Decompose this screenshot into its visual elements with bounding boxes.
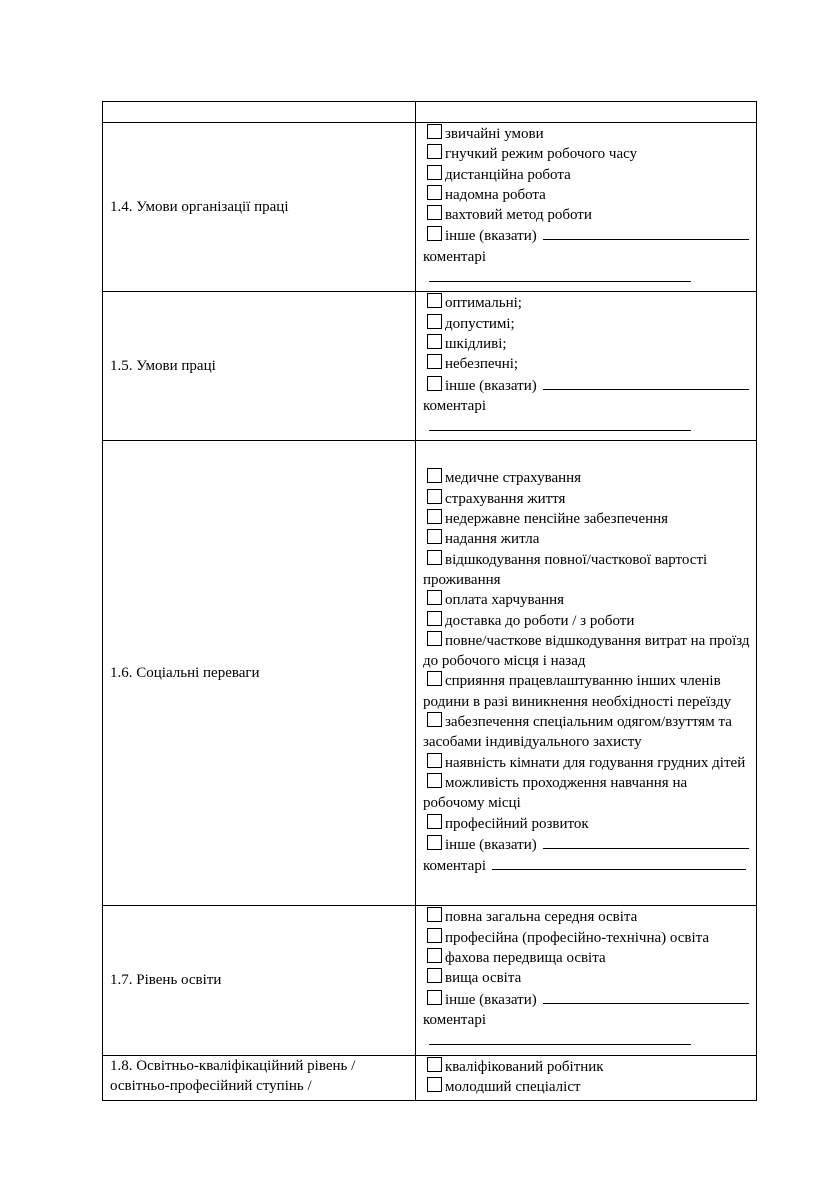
option-row[interactable] (423, 205, 750, 225)
option-row[interactable] (423, 773, 750, 814)
option-label: гнучкий режим робочого часу (445, 146, 638, 163)
checkbox[interactable] (427, 590, 442, 605)
option-row[interactable] (423, 334, 750, 354)
checkbox[interactable] (427, 293, 442, 308)
checkbox[interactable] (427, 611, 442, 626)
checkbox[interactable] (427, 334, 442, 349)
checkbox[interactable] (427, 185, 442, 200)
checkbox[interactable] (427, 550, 442, 565)
fill-in-line[interactable] (543, 375, 749, 390)
section-label: 1.7. Рівень освіти (103, 906, 416, 1055)
option-row[interactable] (423, 753, 750, 773)
checkbox[interactable] (427, 509, 442, 524)
options-cell (416, 1055, 757, 1101)
section-row-work-organization (103, 123, 757, 292)
option-label: шкідливі; (445, 335, 507, 352)
options-cell (416, 292, 757, 441)
option-label: вахтовий метод роботи (445, 207, 592, 224)
option-row[interactable] (423, 314, 750, 334)
checkbox[interactable] (427, 489, 442, 504)
option-row[interactable] (423, 550, 750, 591)
option-label: інше (вказати) (445, 991, 537, 1008)
option-label: дистанційна робота (445, 166, 571, 183)
section-row-education-level (103, 906, 757, 1055)
options-cell (416, 906, 757, 1055)
option-label: повне/часткове відшкодування витрат на проїзд до робочого місця і назад (423, 632, 750, 670)
checkbox[interactable] (427, 671, 442, 686)
option-label: небезпечні; (445, 356, 519, 373)
option-label: інше (вказати) (445, 836, 537, 853)
section-row-qualification-level (103, 1055, 757, 1101)
option-label: оплата харчування (445, 592, 565, 609)
checkbox[interactable] (427, 907, 442, 922)
option-row-other[interactable] (423, 375, 750, 396)
option-label: медичне страхування (445, 470, 582, 487)
fill-in-line[interactable] (543, 989, 749, 1004)
option-label: відшкодування повної/часткової вартості проживання (423, 551, 708, 588)
option-row[interactable] (423, 293, 750, 313)
questionnaire-table (102, 101, 757, 1101)
checkbox[interactable] (427, 144, 442, 159)
option-row[interactable] (423, 1077, 750, 1097)
option-label: повна загальна середня освіта (445, 909, 638, 926)
option-row[interactable] (423, 468, 750, 488)
header-cell-left (103, 102, 416, 123)
option-label: звичайні умови (445, 126, 544, 142)
option-row[interactable] (423, 907, 750, 927)
option-row[interactable] (423, 928, 750, 948)
fill-in-line[interactable] (543, 225, 749, 240)
option-label: вища освіта (445, 970, 522, 987)
comment-label: коментарі (423, 248, 486, 265)
option-label: доставка до роботи / з роботи (445, 612, 635, 629)
option-row[interactable] (423, 1057, 750, 1077)
comment-row[interactable] (423, 396, 750, 438)
option-row-other[interactable] (423, 834, 750, 855)
option-row[interactable] (423, 144, 750, 164)
option-row[interactable] (423, 590, 750, 610)
checkbox[interactable] (427, 712, 442, 727)
section-label: 1.5. Умови праці (103, 292, 416, 441)
option-row[interactable] (423, 671, 750, 712)
comment-label: коментарі (423, 1011, 486, 1028)
option-label: допустимі; (445, 315, 515, 332)
comment-line[interactable] (429, 267, 691, 282)
option-label: інше (вказати) (445, 228, 537, 245)
option-label: можливість проходження навчання на робочому місці (423, 774, 688, 812)
comment-row[interactable] (423, 247, 750, 289)
comment-row[interactable] (423, 855, 750, 876)
checkbox[interactable] (427, 529, 442, 544)
checkbox[interactable] (427, 631, 442, 646)
section-row-work-conditions (103, 292, 757, 441)
checkbox[interactable] (427, 928, 442, 943)
comment-label: коментарі (423, 858, 486, 875)
comment-line[interactable] (429, 1030, 691, 1045)
header-cell-right (416, 102, 757, 123)
option-label: наявність кімнати для годування грудних дітей (445, 754, 746, 771)
option-label: оптимальні; (445, 295, 522, 312)
comment-line[interactable] (492, 855, 746, 870)
checkbox[interactable] (427, 226, 442, 241)
checkbox[interactable] (427, 773, 442, 788)
comment-label: коментарі (423, 397, 486, 414)
option-row-other[interactable] (423, 225, 750, 246)
checkbox[interactable] (427, 948, 442, 963)
checkbox[interactable] (427, 124, 442, 139)
option-row[interactable] (423, 712, 750, 753)
option-row[interactable] (423, 509, 750, 529)
checkbox[interactable] (427, 753, 442, 768)
option-row[interactable] (423, 529, 750, 549)
option-row[interactable] (423, 948, 750, 968)
option-label: надання житла (445, 531, 540, 548)
fill-in-line[interactable] (543, 834, 749, 849)
checkbox[interactable] (427, 314, 442, 329)
section-label: 1.6. Соціальні переваги (103, 441, 416, 906)
option-label: кваліфікований робітник (445, 1058, 604, 1075)
checkbox[interactable] (427, 968, 442, 983)
comment-line[interactable] (429, 416, 691, 431)
option-label: фахова передвища освіта (445, 950, 606, 967)
option-label: професійний розвиток (445, 815, 589, 832)
option-row[interactable] (423, 354, 750, 374)
option-row[interactable] (423, 814, 750, 834)
option-row[interactable] (423, 165, 750, 185)
option-row[interactable] (423, 124, 750, 144)
option-row[interactable] (423, 631, 750, 672)
checkbox[interactable] (427, 1057, 442, 1072)
header-row (103, 102, 757, 123)
checkbox[interactable] (427, 165, 442, 180)
option-row-other[interactable] (423, 989, 750, 1010)
option-row[interactable] (423, 968, 750, 988)
option-label: недержавне пенсійне забезпечення (445, 511, 669, 528)
option-label: молодший спеціаліст (445, 1078, 581, 1095)
section-label: 1.4. Умови організації праці (103, 123, 416, 292)
option-label: сприяння працевлаштуванню інших членів родини в разі виникнення необхідності переїзду (423, 673, 732, 710)
option-label: забезпечення спеціальним одягом/взуттям та засобами індивідуального захисту (423, 714, 732, 751)
checkbox[interactable] (427, 376, 442, 391)
checkbox[interactable] (427, 990, 442, 1005)
option-label: надомна робота (445, 186, 546, 203)
section-row-social-benefits (103, 441, 757, 906)
checkbox[interactable] (427, 835, 442, 850)
checkbox[interactable] (427, 205, 442, 220)
option-row[interactable] (423, 489, 750, 509)
option-row[interactable] (423, 611, 750, 631)
checkbox[interactable] (427, 468, 442, 483)
comment-row[interactable] (423, 1010, 750, 1052)
checkbox[interactable] (427, 354, 442, 369)
checkbox[interactable] (427, 1077, 442, 1092)
section-label: 1.8. Освітньо-кваліфікаційний рівень / освітньо-професійний ступінь / (103, 1055, 416, 1101)
options-cell (416, 441, 757, 906)
option-label: інше (вказати) (445, 377, 537, 394)
option-label: професійна (професійно-технічна) освіта (445, 929, 710, 946)
options-cell (416, 123, 757, 292)
option-row[interactable] (423, 185, 750, 205)
checkbox[interactable] (427, 814, 442, 829)
option-label: страхування життя (445, 490, 566, 507)
